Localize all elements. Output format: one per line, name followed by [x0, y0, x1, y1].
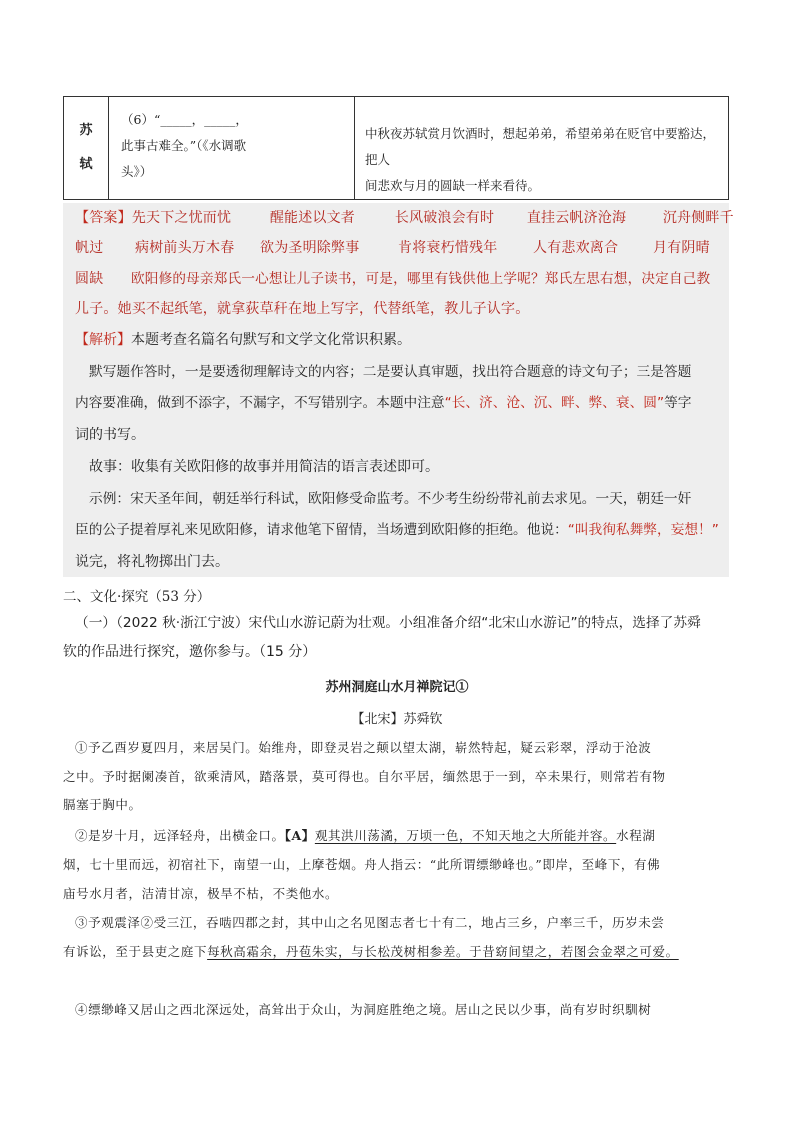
essay-p1-line-2: 之中。予时据阑凑首，欲乘清风，踏落景，莫可得也。自尔平居，缅然思于一到，卒未果行，则常若有物 [63, 769, 666, 784]
essay-p3-line-2 [63, 942, 717, 960]
essay-p3-line-1: ③予观震泽②受三江，吞啮四郡之封，其中山之名见图志者七十有二，地占三乡，户率三千，历岁未尝 [75, 915, 665, 930]
analysis-para-4-line-3: 说完，将礼物掷出门去。 [75, 554, 229, 570]
essay-marker: 【A】 [284, 828, 315, 843]
analysis-para-2-line-3: 词的书写。 [75, 427, 145, 443]
analysis-emphasis: “长、济、沧、沉、畔、弊、衰、圆” [444, 395, 665, 411]
analysis-para-2-line-2 [75, 393, 691, 413]
essay-p2-line-2: 烟，七十里而远，初宿社下，南望一山，上摩苍烟。舟人指云：“此所谓缥缈峰也。”即岸，至峰下，有佛 [63, 857, 661, 872]
essay-text: ②是岁十月，远泽轻舟，出横金口。 [75, 828, 285, 843]
answer-item: 儿子。她买不起纸笔，就拿荻草秆在地上写字，代替纸笔，教儿子认字。 [75, 301, 530, 317]
answer-item: 肯将衰朽惜残年 [398, 240, 498, 256]
question-line: 头》） [121, 164, 153, 179]
analysis-text: 等字 [664, 395, 692, 411]
essay-p4-line-1: ④缥缈峰又居山之西北深远处，高耸出于众山，为洞庭胜绝之境。居山之民以少事，尚有岁时织馴树 [75, 1002, 652, 1017]
essay-text: 水程湖 [616, 828, 656, 843]
answer-line-2 [75, 237, 727, 257]
answer-line-3 [75, 267, 727, 288]
essay-byline: 【北宋】苏舜钦 [351, 712, 443, 727]
analysis-para-2-line-1: 默写题作答时，一是要透彻理解诗文的内容；二是要认真审题，找出符合题意的诗文句子；三是答题 [89, 364, 692, 380]
answer-item: 先天下之忧而忧 [131, 210, 232, 226]
section-intro-line-1: （一）（2022 秋·浙江宁波）宋代山水游记蔚为壮观。小组准备介绍“北宋山水游记”的特点，选择了苏舜 [75, 615, 701, 631]
essay-p1-line-1: ①予乙酉岁夏四月，来居吴门。始维舟，即登灵岩之颠以望太湖，崭然特起，疑云彩翠，浮动于沧波 [75, 740, 652, 755]
analysis-para-4-line-1: 示例：宋天圣年间，朝廷举行科试，欧阳修受命监考。不少考生纷纷带礼前去求见。一天，朝廷一奸 [89, 491, 692, 507]
essay-p1-line-3: 膈塞于胸中。 [63, 797, 142, 812]
question-line: 此事古难全。”（《水调歌 [121, 138, 247, 153]
question-table-row [63, 96, 729, 200]
hint-line: 中秋夜苏轼赏月饮酒时，想起弟弟，希望弟弟在贬官中要豁达，把人 [365, 126, 716, 167]
analysis-text: 本题考查名篇名句默写和文学文化常识积累。 [131, 332, 411, 348]
author-char: 轼 [79, 157, 93, 172]
hint-cell [355, 97, 728, 199]
answer-item: 直挂云帆济沧海 [526, 210, 627, 226]
answer-item: 沉舟侧畔千 [662, 210, 734, 226]
author-cell [64, 97, 109, 199]
question-line: （6）“_____，_____， [121, 112, 248, 127]
question-cell [109, 97, 355, 199]
answer-item: 病树前头万木春 [135, 240, 235, 256]
analysis-line-1 [75, 330, 411, 350]
analysis-para-3: 故事：收集有关欧阳修的故事并用简洁的语言表述即可。 [89, 459, 439, 475]
answer-line-4 [75, 298, 727, 318]
section-intro-line-2: 钦的作品进行探究，邀你参与。（15 分） [63, 644, 317, 660]
answer-item: 长风破浪会有时 [394, 210, 495, 226]
section-heading: 二、文化·探究（53 分） [63, 589, 211, 605]
analysis-text: 内容要准确，做到不添字，不漏字，不写错别字。本题中注意 [75, 395, 445, 411]
analysis-text: 臣的公子提着厚礼来见欧阳修，请求他笔下留情，当场遭到欧阳修的拒绝。他说： [75, 522, 568, 538]
answer-line-1 [75, 207, 734, 227]
essay-p2-line-3: 庙号水月者，洁清甘凉，极旱不枯，不类他水。 [63, 886, 339, 901]
essay-text: 有诉讼，至于县吏之庭下 [63, 944, 208, 959]
essay-underlined-text: 每秋高霜余，丹苞朱实，与长松茂树相参差。于昔窈间望之，若图会金翠之可爱。 [207, 944, 679, 959]
answer-item: 圆缺 [75, 271, 104, 287]
author-char: 苏 [79, 123, 93, 138]
analysis-tag: 【解析】 [75, 332, 131, 348]
essay-underlined-text: 观其洪川荡潏，万顷一色，不知天地之大所能并容。 [314, 828, 617, 843]
essay-title: 苏州洞庭山水月禅院记① [325, 680, 469, 695]
essay-p2-line-1 [75, 826, 729, 844]
answer-item: 欲为圣明除弊事 [260, 240, 360, 256]
hint-line: 间悲欢与月的圆缺一样来看待。 [365, 178, 541, 193]
answer-item: 人有悲欢离合 [533, 240, 619, 256]
answer-item: 醒能述以文者 [269, 210, 356, 226]
analysis-emphasis: “叫我徇私舞弊，妄想！” [567, 522, 719, 538]
analysis-para-4-line-2 [75, 520, 719, 540]
answer-item: 欧阳修的母亲郑氏一心想让儿子读书，可是，哪里有钱供他上学呢？郑氏左思右想，决定自己教 [131, 271, 711, 287]
answer-tag: 【答案】 [75, 210, 132, 226]
answer-item: 月有阴晴 [653, 240, 710, 256]
answer-item: 帆过 [75, 240, 104, 256]
